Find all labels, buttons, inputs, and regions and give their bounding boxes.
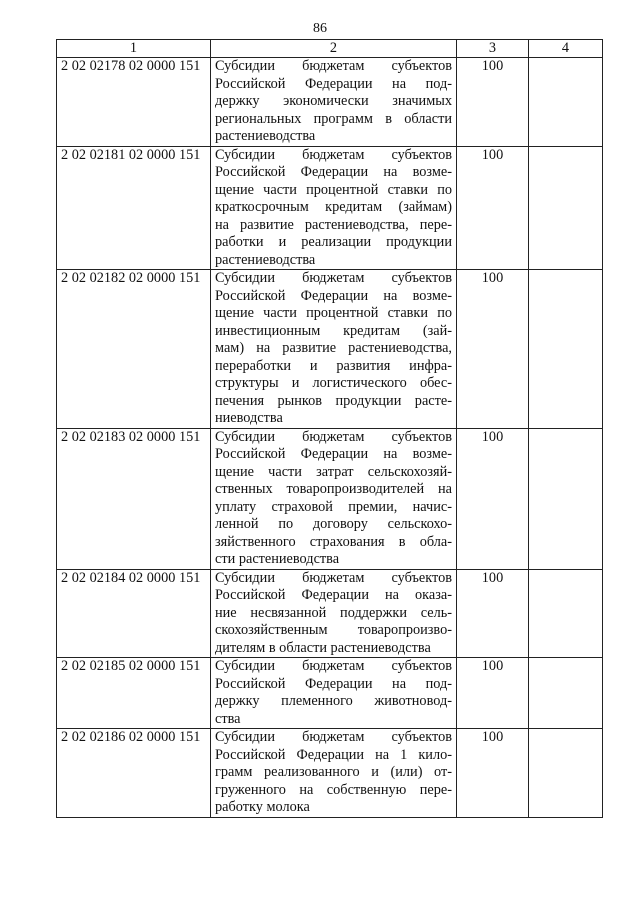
- description-line: растениеводства: [215, 251, 316, 268]
- description-line: Российской Федерации на под-: [215, 675, 452, 692]
- table-row: [57, 146, 603, 270]
- description-line: Российской Федерации на 1 кило-: [215, 746, 452, 763]
- table-body: [57, 58, 603, 818]
- budget-table: [56, 39, 603, 818]
- header-col-3: 3: [457, 40, 529, 58]
- description-line: Российской Федерации на оказа-: [215, 587, 452, 603]
- amount-cell: 100: [457, 658, 529, 729]
- description-line: ленной по договору сельскохо-: [215, 516, 452, 532]
- description-line: грамм реализованного и (или) от-: [215, 764, 452, 780]
- description-line: мам) на развитие растениеводства,: [215, 340, 452, 356]
- description-line: Субсидии бюджетам субъектов: [215, 658, 452, 674]
- table-row: [57, 658, 603, 729]
- description-line: Субсидии бюджетам субъектов: [215, 428, 452, 445]
- amount-cell: 100: [457, 428, 529, 569]
- description-line: ства: [215, 710, 241, 727]
- description-line: Российской Федерации на возме-: [215, 446, 452, 462]
- description-line: держку племенного животновод-: [215, 693, 452, 709]
- column-4-cell: [529, 270, 603, 429]
- description-line: ственных товаропроизводителей на: [215, 481, 452, 497]
- description-line: щение части процентной ставки по: [215, 181, 452, 198]
- description-line: Субсидии бюджетам субъектов: [215, 270, 452, 286]
- column-4-cell: [529, 729, 603, 818]
- budget-code-cell: 2 02 02178 02 0000 151: [57, 58, 211, 147]
- description-line: печения рынков продукции расте-: [215, 392, 452, 409]
- amount-cell: 100: [457, 729, 529, 818]
- budget-code-cell: 2 02 02183 02 0000 151: [57, 428, 211, 569]
- description-line: структуры и логистического обес-: [215, 375, 452, 391]
- amount-cell: 100: [457, 569, 529, 658]
- description-cell: [211, 270, 457, 429]
- table-row: [57, 569, 603, 658]
- description-line: переработки и развития инфра-: [215, 357, 452, 374]
- description-line: Субсидии бюджетам субъектов: [215, 146, 452, 163]
- header-col-2: 2: [211, 40, 457, 58]
- description-line: щение части процентной ставки по: [215, 305, 452, 321]
- description-line: региональных программ в области: [215, 110, 452, 127]
- description-line: краткосрочным кредитам (займам): [215, 199, 452, 215]
- description-line: скохозяйственным товаропроизво-: [215, 622, 452, 638]
- description-line: работки и реализации продукции: [215, 234, 452, 250]
- table-row: [57, 729, 603, 818]
- description-line: сти растениеводства: [215, 551, 340, 567]
- column-4-cell: [529, 58, 603, 147]
- column-4-cell: [529, 428, 603, 569]
- description-cell: [211, 428, 457, 569]
- header-col-1: 1: [57, 40, 211, 58]
- amount-cell: 100: [457, 58, 529, 147]
- header-col-4: 4: [529, 40, 603, 58]
- description-line: Субсидии бюджетам субъектов: [215, 729, 452, 745]
- page-number: 86: [313, 21, 327, 36]
- description-cell: [211, 569, 457, 658]
- budget-code-cell: 2 02 02181 02 0000 151: [57, 146, 211, 270]
- description-line: на развитие растениеводства, пере-: [215, 216, 452, 233]
- table-row: [57, 428, 603, 569]
- description-cell: [211, 658, 457, 729]
- table-row: [57, 58, 603, 147]
- description-line: Субсидии бюджетам субъектов: [215, 58, 452, 74]
- amount-cell: 100: [457, 146, 529, 270]
- description-line: Российской Федерации на возме-: [215, 287, 452, 304]
- description-line: дителям в области растениеводства: [215, 639, 431, 656]
- description-line: растениеводства: [215, 128, 316, 144]
- table-row: [57, 270, 603, 429]
- column-4-cell: [529, 569, 603, 658]
- table-header-row: [57, 40, 603, 58]
- description-line: Субсидии бюджетам субъектов: [215, 569, 452, 586]
- description-cell: [211, 729, 457, 818]
- description-line: Российской Федерации на под-: [215, 75, 452, 92]
- description-cell: [211, 58, 457, 147]
- description-line: ние несвязанной поддержки сель-: [215, 604, 452, 621]
- description-line: груженного на собственную пере-: [215, 781, 452, 798]
- description-line: работку молока: [215, 799, 310, 815]
- budget-code-cell: 2 02 02184 02 0000 151: [57, 569, 211, 658]
- description-line: ниеводства: [215, 410, 283, 426]
- description-line: держку экономически значимых: [215, 93, 452, 109]
- column-4-cell: [529, 658, 603, 729]
- column-4-cell: [529, 146, 603, 270]
- description-line: щение части затрат сельскохозяй-: [215, 463, 452, 480]
- budget-code-cell: 2 02 02185 02 0000 151: [57, 658, 211, 729]
- description-line: зяйственного страхования в обла-: [215, 533, 452, 550]
- budget-code-cell: 2 02 02182 02 0000 151: [57, 270, 211, 429]
- description-line: уплату страховой премии, начис-: [215, 498, 452, 515]
- description-cell: [211, 146, 457, 270]
- amount-cell: 100: [457, 270, 529, 429]
- description-line: инвестиционным кредитам (зай-: [215, 322, 452, 339]
- description-line: Российской Федерации на возме-: [215, 164, 452, 180]
- budget-code-cell: 2 02 02186 02 0000 151: [57, 729, 211, 818]
